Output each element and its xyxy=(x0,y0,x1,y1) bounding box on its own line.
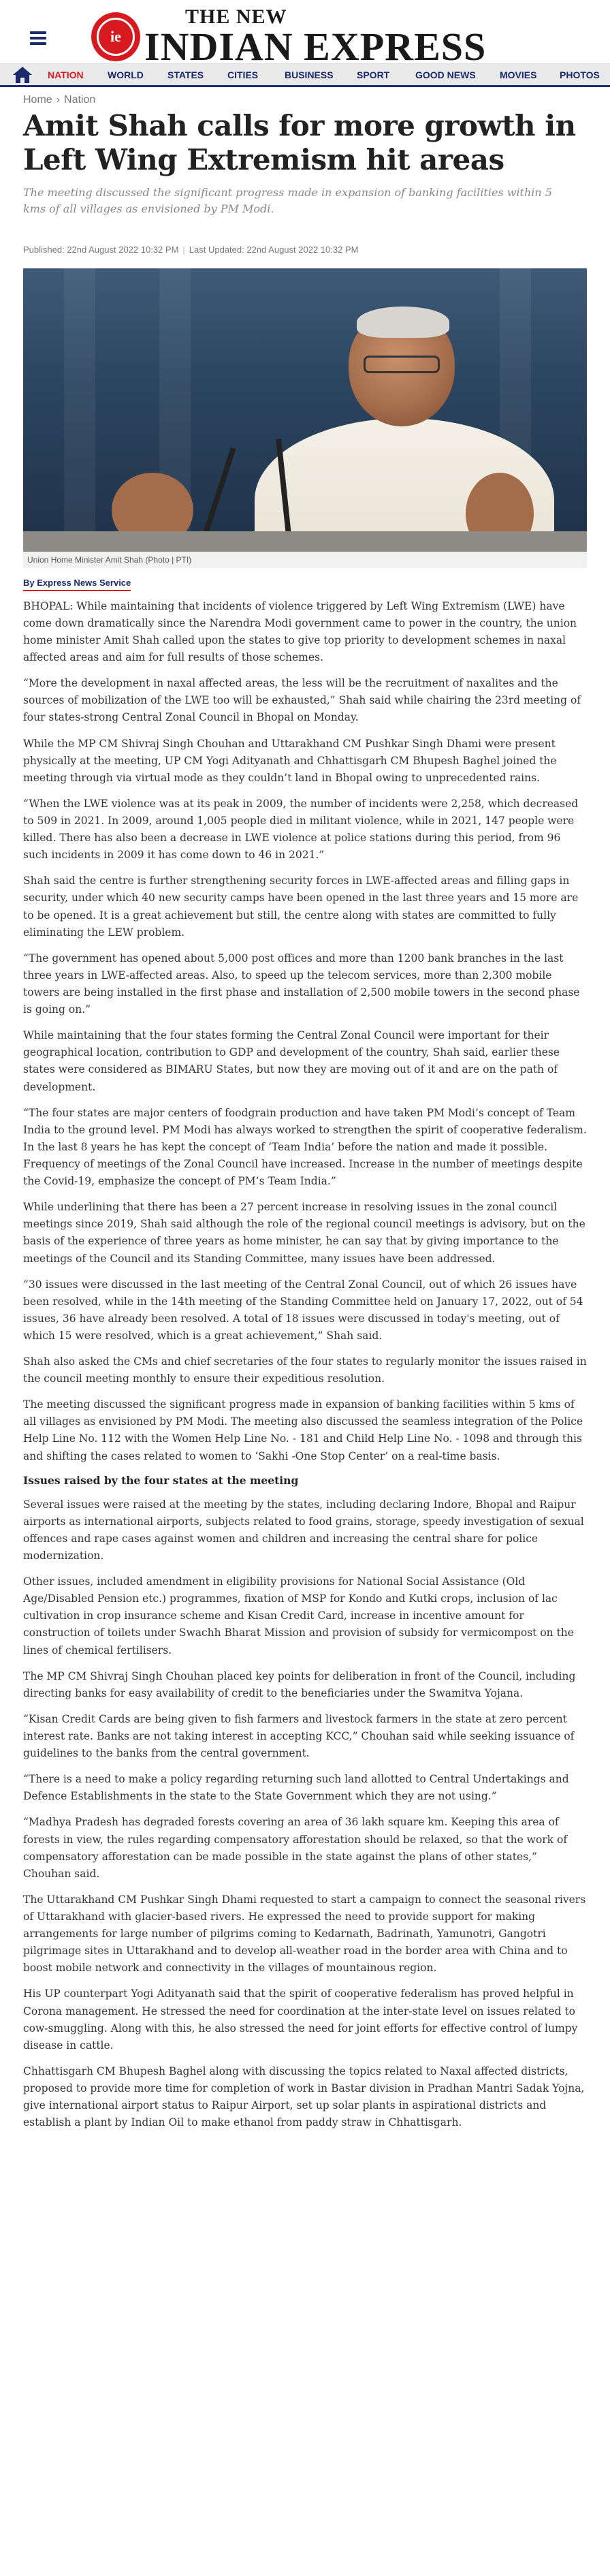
article-paragraph: The meeting discussed the significant progress made in expansion of banking facilities within 5 kms of all villages as envisioned by PM Modi. The meeting also discussed the seamless integration of the Police Help Line No. 112 with the Women Help Line No. - 181 and Child Help Line No. - 1098 and through this and shifting the cases related to women to ‘Sakhi -One Stop Center’ on a real-time basis. xyxy=(23,1398,583,1462)
article-paragraph: “Kisan Credit Cards are being given to fish farmers and livestock farmers in the state at zero percent interest rate. Banks are not taking interest in accepting KCC,” Chouhan said while seeking issuance of guidelines to the banks from the central government. xyxy=(23,1712,575,1760)
logo-seal: ie xyxy=(91,12,140,61)
breadcrumb: Home › Nation xyxy=(23,94,96,106)
nav-item-movies[interactable]: MOVIES xyxy=(500,69,537,80)
article-headline: Amit Shah calls for more growth in Left Wing Extremism hit areas xyxy=(23,109,576,177)
article-paragraph: Other issues, included amendment in eligibility provisions for National Social Assistance (Old Age/Disabled Pension etc.) programmes, fixation of MSP for Kondo and Kutki crops, inclusion of lac cultivation in crop insurance scheme and Kisan Credit Card, increase in incentive amount for construction of toilets under Swachh Bharat Mission and provision of subsidy for vermicompost on the lines of chemical fertilisers. xyxy=(23,1575,574,1656)
article-paragraph: BHOPAL: While maintaining that incidents of violence triggered by Left Wing Extremism (LWE) have come down dramatically since the Narendra Modi government came to power in the country, the union home minister Amit Shah called upon the states to give top priority to development schemes in naxal affected areas and aim for full results of those schemes. xyxy=(23,599,577,664)
article-paragraph: “When the LWE violence was at its peak in 2009, the number of incidents were 2,258, which decreased to 509 in 2021. In 2009, around 1,005 people died in militant violence, while in 2021, 147 people were killed. There has also been a decrease in LWE violence at police stations during this period, from 96 such incidents in 2009 it has come down to 46 in 2021.” xyxy=(23,797,579,862)
article-paragraph: Shah said the centre is further strengthening security forces in LWE-affected areas and filling gaps in security, under which 40 new security camps have been opened in the last three years and 15 more are to be opened. It is a great achievement but still, the centre along with states are committed to fully eliminating the LEW problem. xyxy=(23,875,579,939)
breadcrumb-home[interactable]: Home xyxy=(23,94,52,106)
nav-item-nation[interactable]: NATION xyxy=(48,69,84,80)
article-paragraph: “The four states are major centers of foodgrain production and have taken PM Modi’s concept of Team India to the ground level. PM Modi has always worked to strengthen the spirit of cooperative federalism. In the last 8 years he has kept the concept of ‘Team India’ before the nation and made it possible. Frequency of meetings of the Zonal Council have increased. Increase in the number of meetings despite the Covid-19, emphasize the concept of PM’s Team India.” xyxy=(23,1106,587,1188)
article-paragraph: “30 issues were discussed in the last meeting of the Central Zonal Council, out of which 26 issues have been resolved, while in the 14th meeting of the Standing Committee held on January 17, 2022, out of 54 issues, 36 have already been resolved. A total of 18 issues were discussed in today's meeting, out of which 15 were resolved, which is a great achievement,” Shah said. xyxy=(23,1278,583,1342)
article-paragraph: Shah also asked the CMs and chief secretaries of the four states to regularly monitor the issues raised in the council meeting monthly to ensure their expeditious resolution. xyxy=(23,1355,587,1385)
article-paragraph: While maintaining that the four states forming the Central Zonal Council were important for their geographical location, contribution to GDP and development of the country, Shah said, earlier these states were considered as BIMARU States, but now they are moving out of it and are on the path of development. xyxy=(23,1029,560,1093)
article-paragraph: While the MP CM Shivraj Singh Chouhan and Uttarakhand CM Pushkar Singh Dhami were present physically at the meeting, UP CM Yogi Adityanath and Chhattisgarh CM Bhupesh Baghel joined the meeting through via virtual mode as they couldn’t land in Bhopal owing to unprecedented rains. xyxy=(23,737,557,784)
logo-text-small: THE NEW xyxy=(185,5,287,28)
home-icon[interactable] xyxy=(12,66,33,84)
article-paragraph: “There is a need to make a policy regarding returning such land allotted to Central Undertakings and Defence Establishments in the state to the State Government which they are not using.” xyxy=(23,1773,569,1803)
nav-item-sport[interactable]: SPORT xyxy=(357,69,390,80)
article-paragraph: “The government has opened about 5,000 post offices and more than 1200 bank branches in the last three years in LWE-affected areas. Also, to speed up the telecom services, more than 2,300 mobile towers are being installed in the first phase and installation of 2,500 mobile towers in the second phase is going on.” xyxy=(23,952,580,1016)
nav-item-photos[interactable]: PHOTOS xyxy=(560,69,600,80)
logo-text-big: INDIAN EXPRESS xyxy=(144,25,487,69)
nav-item-world[interactable]: WORLD xyxy=(108,69,144,80)
article-paragraph: “Madhya Pradesh has degraded forests covering an area of 36 lakh square km. Keeping this area of forests in view, the rules regarding compensatory afforestation should be relaxed, so that the work of compensatory afforestation can be made possible in the state against the plans of other states,” Chouhan said. xyxy=(23,1816,568,1880)
article-photo xyxy=(23,268,587,552)
article-dates: Published: 22nd August 2022 10:32 PM | Last Updated: 22nd August 2022 10:32 PM xyxy=(23,244,359,255)
article-summary: The meeting discussed the significant progress made in expansion of banking facilities within 5 kms of all villages as envisioned by PM Modi. xyxy=(23,185,552,215)
article-paragraph: The MP CM Shivraj Singh Chouhan placed key points for deliberation in front of the Council, including directing banks for easy availability of credit to the beneficiaries under the Swamitva Yojana. xyxy=(23,1669,576,1699)
article-byline[interactable]: By Express News Service xyxy=(23,578,131,591)
article-paragraph: While underlining that there has been a 27 percent increase in resolving issues in the zonal council meetings since 2019, Shah said although the role of the regional council meetings is advisory, but on the basis of the experience of three years as home minister, he can say that by giving importance to the meetings of the Council and its Standing Committee, many issues have been addressed. xyxy=(23,1201,585,1265)
nav-item-business[interactable]: BUSINESS xyxy=(285,69,334,80)
site-logo[interactable] xyxy=(91,7,486,67)
updated-date: Last Updated: 22nd August 2022 10:32 PM xyxy=(189,244,359,255)
breadcrumb-section[interactable]: Nation xyxy=(64,94,96,106)
article-paragraph: The Uttarakhand CM Pushkar Singh Dhami requested to start a campaign to connect the seasonal rivers of Uttarakhand with glacier-based rivers. He expressed the need to provide support for making arrangements for large number of pilgrims coming to Kedarnath, Badrinath, Yamunotri, Gangotri pilgrimage sites in Uttarakhand and to develop all-weather road in the border area with China and to boost mobile network and connectivity in the villages of mountainous region. xyxy=(23,1893,586,1975)
article-paragraph: His UP counterpart Yogi Adityanath said that the spirit of cooperative federalism has proved helpful in Corona management. He stressed the need for coordination at the inter-state level on issues related to cow-smuggling. Along with this, he also stressed the need for joint efforts for effective control of lumpy disease in cattle. xyxy=(23,1988,578,2052)
article-paragraph: “More the development in naxal affected areas, the less will be the recruitment of naxalites and the sources of mobilization of the LWE too will be exhausted,” Shah said while chairing the 23rd meeting of four states-strong Central Zonal Council in Bhopal on Monday. xyxy=(23,677,581,724)
menu-icon[interactable] xyxy=(30,31,46,45)
article-subheading: Issues raised by the four states at the meeting xyxy=(23,1473,299,1487)
nav-item-states[interactable]: STATES xyxy=(167,69,204,80)
photo-caption: Union Home Minister Amit Shah (Photo | PTI) xyxy=(23,552,587,568)
article-body xyxy=(23,598,587,2132)
nav-item-good-news[interactable]: GOOD NEWS xyxy=(415,69,476,80)
article-paragraph: Several issues were raised at the meeting by the states, including declaring Indore, Bhopal and Raipur airports as international airports, subjects related to food grains, storage, speedy investigation of sexual offences and rape cases against women and children and increasing the central share for police modernization. xyxy=(23,1498,584,1562)
nav-item-cities[interactable]: CITIES xyxy=(227,69,259,80)
article-paragraph: Chhattisgarh CM Bhupesh Baghel along with discussing the topics related to Naxal affected districts, proposed to provide more time for completion of work in Bastar division in Pradhan Mantri Sadak Yojna, give international airport status to Raipur Airport, set up solar plants in aspirational districts and establish a plant by Indian Oil to make ethanol from paddy straw in Chhattisgarh. xyxy=(23,2064,585,2129)
published-date: Published: 22nd August 2022 10:32 PM xyxy=(23,244,179,255)
site-header xyxy=(0,0,610,69)
